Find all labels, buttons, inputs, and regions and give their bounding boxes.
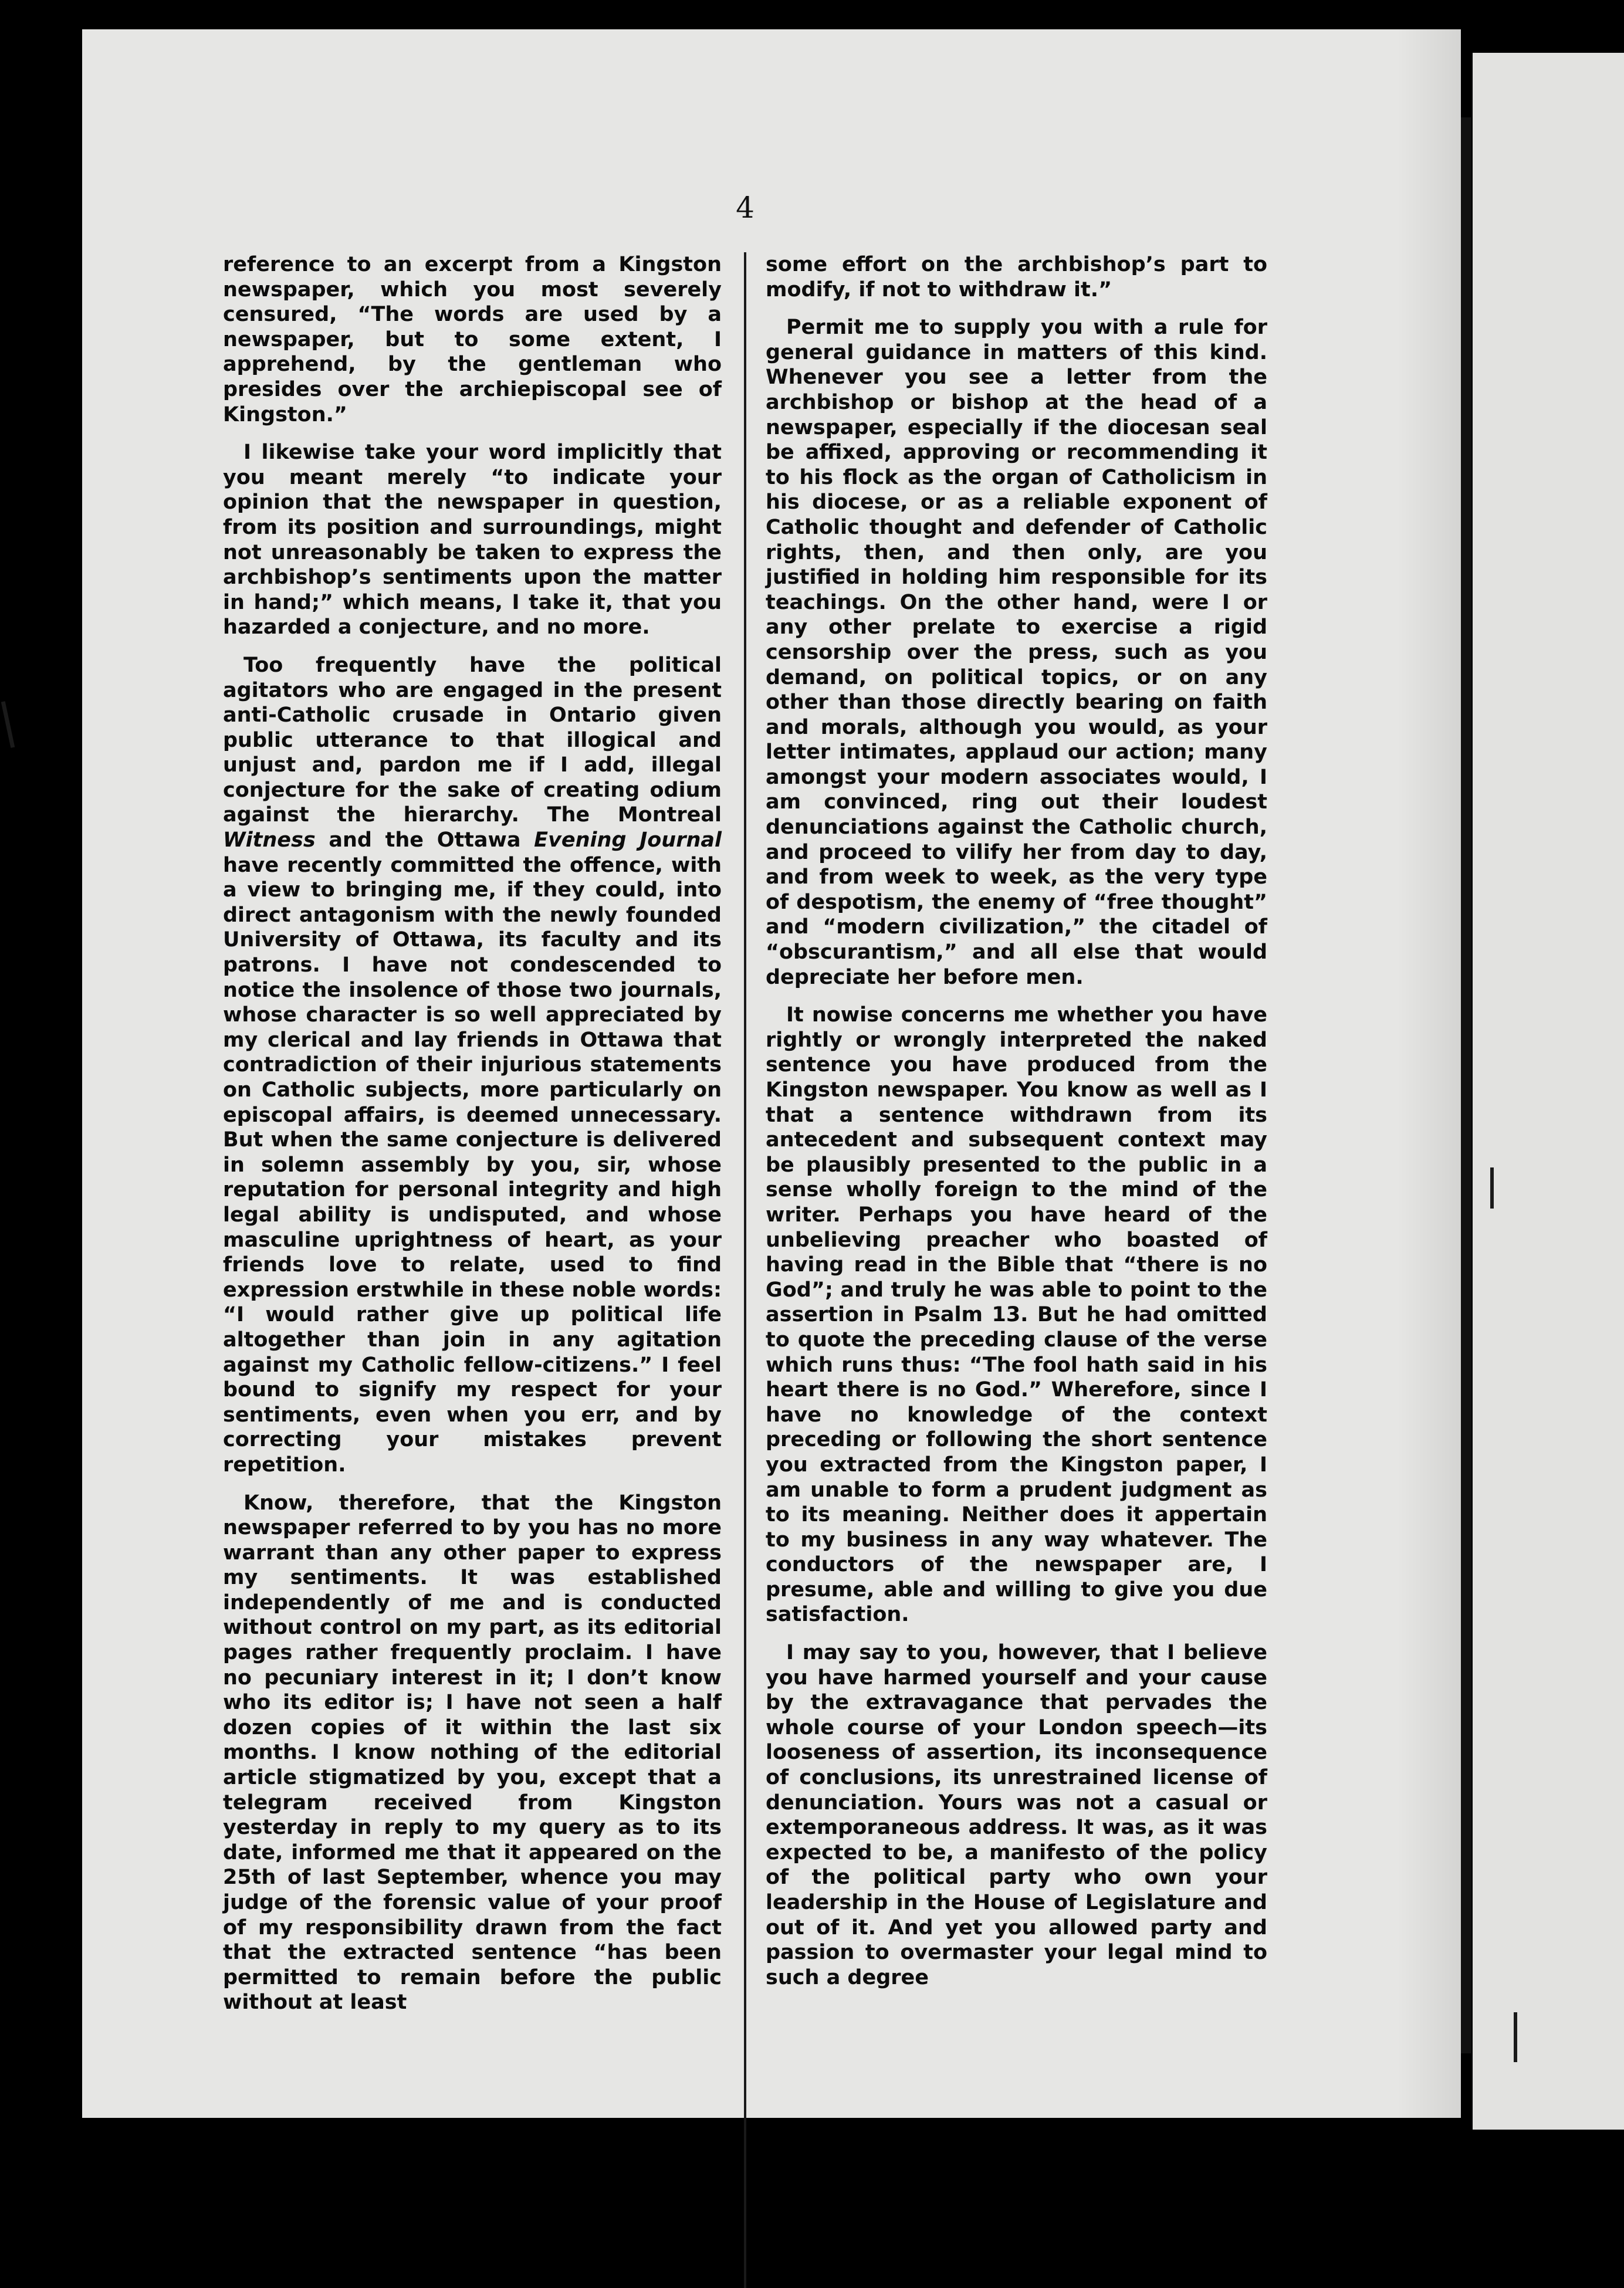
italic-title: Evening Journal [534, 828, 722, 852]
paragraph: It nowise concerns me whether you have rightly or wrongly interpreted the naked sentence you have produced from the Kingston newspaper. You know as well as I that a sentence withdrawn from its antecedent and subsequent context may be plausibly presented to the public in a sense wholly foreign to the mind of the writer. Perhaps you have heard of the unbelieving preacher who boasted of having read in the Bible that “there is no God”; and truly he was able to point to the assertion in Psalm 13. But he had omitted to quote the preceding clause of the verse which runs thus: “The fool hath said in his heart there is no God.” Wherefore, since I have no knowledge of the context preceding or following the short sentence you extracted from the Kingston paper, I am unable to form a prudent judgment as to its meaning. Neither does it appertain to my business in any way whatever. The conductors of the newspaper are, I presume, able and willing to give you due satisfaction. [766, 1003, 1267, 1627]
italic-title: Witness [223, 828, 316, 852]
paragraph: I likewise take your word implicitly that you meant merely “to indicate your opinion that the newspaper in question, from its position and surroundings, might not unreasonably be taken to express the archbishop’s sentiments upon the matter in hand;” which means, I take it, that you hazarded a conjecture, and no more. [223, 441, 722, 639]
right-column [766, 252, 1267, 1990]
text-run: Too frequently have the political agitators who are engaged in the present anti-Catholic crusade in Ontario given public utterance to that illogical and unjust and, pardon me if I add, illegal conjecture for the sake of creating odium against the hierarchy. The Montreal [223, 653, 722, 827]
paragraph: I may say to you, however, that I believe you have harmed yourself and your cause by the extravagance that pervades the whole course of your London speech—its looseness of assertion, its inconsequence of conclusions, its unrestrained license of denunciation. Yours was not a casual or extemporaneous address. It was, as it was expected to be, a manifesto of the policy of the political party who own your leadership in the House of Legislature and out of it. And yet you allowed party and passion to overmaster your legal mind to such a degree [766, 1641, 1267, 1989]
text-run: have recently committed the offence, with a view to bringing me, if they could, into direct antagonism with the newly founded University of Ottawa, its faculty and its patrons. I have not condescended to notice the insolence of those two journals, whose character is so well appreciated by my clerical and lay friends in Ottawa that contradiction of their injurious statements on Catholic subjects, more particularly on episcopal affairs, is deemed unnecessary. But when the same conjecture is delivered in solemn assembly by you, sir, whose reputation for personal integrity and high legal ability is undisputed, and whose masculine uprightness of heart, as your friends love to relate, used to find expression erstwhile in these noble words: “I would rather give up political life altogether than join in any agitation against my Catholic fellow-citizens.” I feel bound to signify my respect for your sentiments, even when you err, and by correcting your mistakes prevent repetition. [223, 853, 722, 1477]
paragraph: Permit me to supply you with a rule for general guidance in matters of this kind. Whenever you see a letter from the archbishop or bishop at the head of a newspaper, especially if the diocesan seal be affixed, approving or recommending it to his flock as the organ of Catholicism in his diocese, or as a reliable exponent of Catholic thought and defender of Catholic rights, then, and then only, are you justified in holding him responsible for its teachings. On the other hand, were I or any other prelate to exercise a rigid censorship over the press, such as you demand, on political topics, or on any other than those directly bearing on faith and morals, although you would, as your letter intimates, applaud our action; many amongst your modern associates would, I am convinced, ring out their loudest denunciations against the Catholic church, and proceed to vilify her from day to day, and from week to week, as the very type of despotism, the enemy of “free thought” and “modern civilization,” the citadel of “obscurantism,” and all else that would depreciate her before men. [766, 316, 1267, 989]
column-divider [744, 252, 746, 2288]
left-column [223, 252, 722, 2015]
continued-paragraph: reference to an excerpt from a Kingston newspaper, which you most severely censured, “The words are used by a newspaper, but to some extent, I apprehend, by the gentleman who presides over the archiepiscopal see of Kingston.” [223, 253, 722, 427]
margin-mark [1, 701, 15, 748]
adjacent-page-edge [1473, 53, 1624, 2130]
paragraph: Know, therefore, that the Kingston newspaper referred to by you has no more warrant than any other paper to express my sentiments. It was established independently of me and is conducted without control on my part, as its editorial pages rather frequently proclaim. I have no pecuniary interest in it; I don’t know who its editor is; I have not seen a half dozen copies of it within the last six months. I know nothing of the editorial article stigmatized by you, except that a telegram received from Kingston yesterday in reply to my query as to its date, informed me that it appeared on the 25th of last September, whence you may judge of the forensic value of your proof of my responsibility drawn from the fact that the extracted sentence “has been permitted to remain before the public without at least [223, 1491, 722, 2015]
continued-paragraph: some effort on the archbishop’s part to modify, if not to withdraw it.” [766, 253, 1267, 302]
margin-mark [1514, 2012, 1517, 2062]
paragraph [223, 653, 722, 1478]
page-number: 4 [736, 191, 755, 225]
text-run: and the Ottawa [315, 828, 534, 852]
page-edge-shadow [1461, 117, 1471, 2053]
margin-mark [1490, 1167, 1494, 1209]
